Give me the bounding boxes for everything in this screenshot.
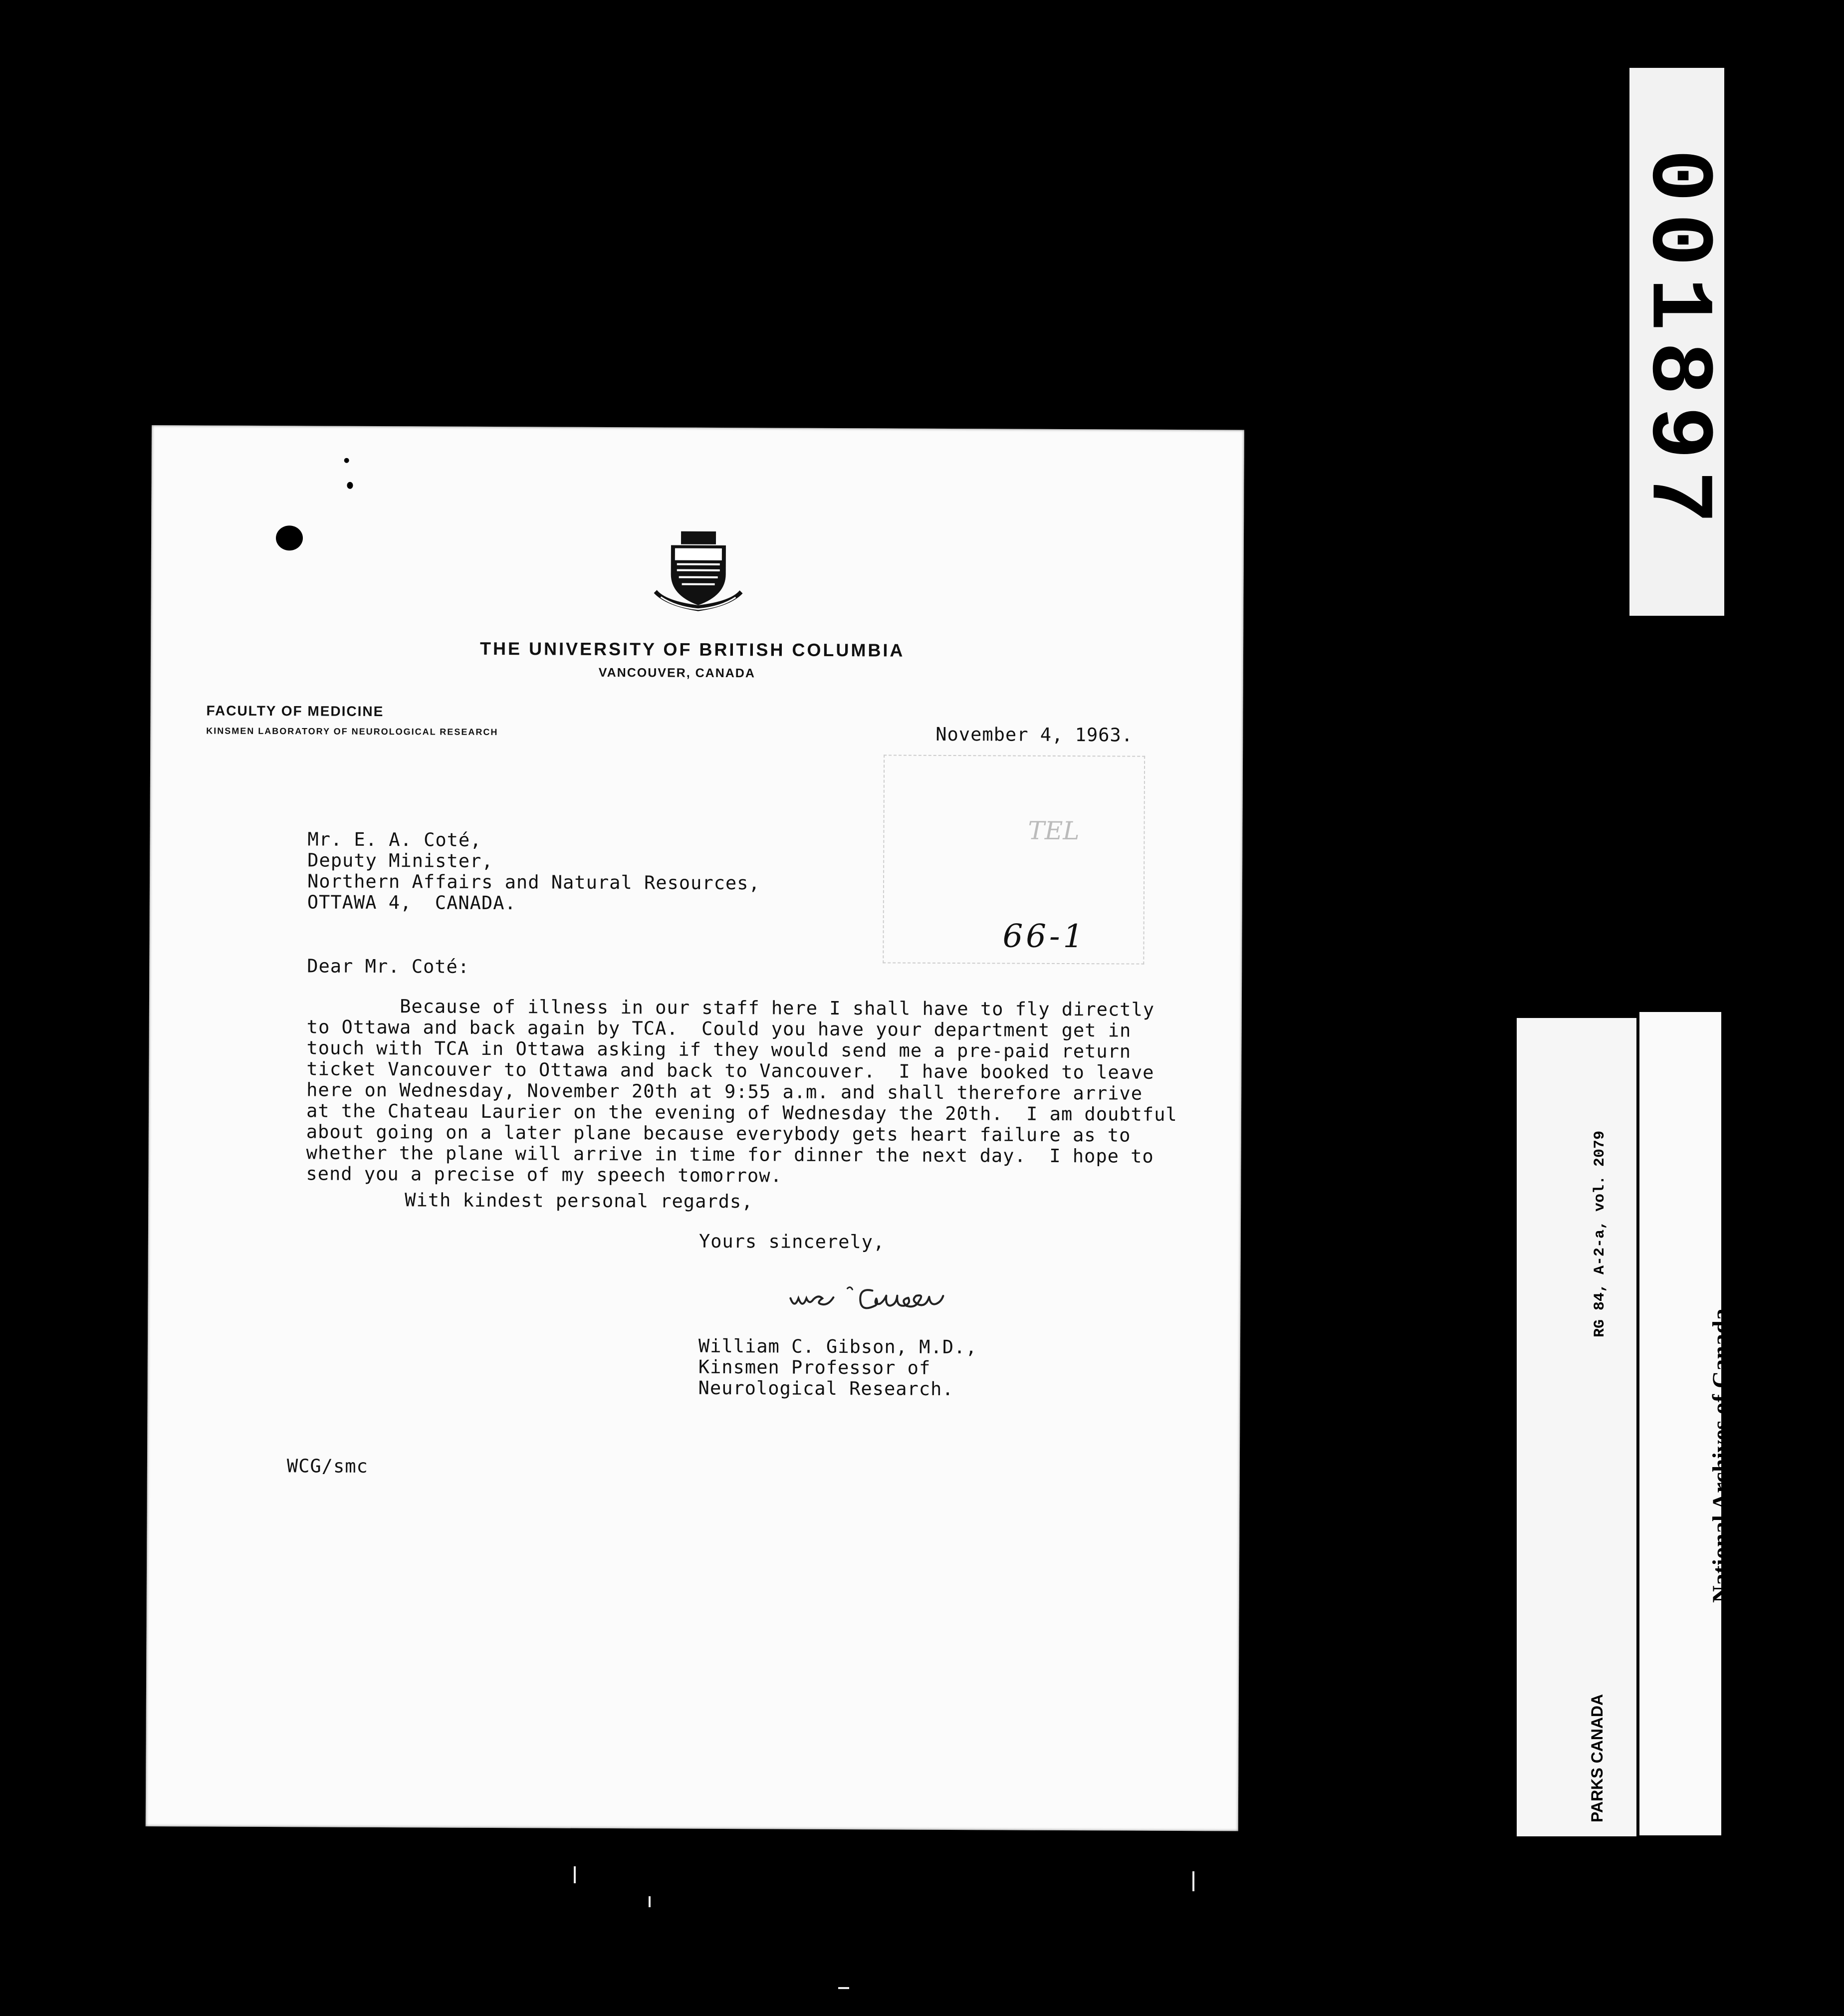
body-line: touch with TCA in Ottawa asking if they would send me a pre-paid return: [306, 1037, 1132, 1062]
signatory-name: William C. Gibson, M.D.,: [698, 1335, 977, 1358]
handwritten-file-number: 66-1: [1002, 918, 1087, 956]
agency-line: PARKS CANADA: [1588, 1694, 1606, 1822]
address-line: Northern Affairs and Natural Resources,: [307, 870, 760, 894]
frame-number: 001897: [1626, 149, 1727, 535]
body-line: to Ottawa and back again by TCA. Could you have your department get in: [306, 1016, 1132, 1041]
address-line: Deputy Minister,: [307, 849, 493, 872]
signature-block: [698, 1336, 977, 1400]
valediction: Yours sincerely,: [698, 1230, 885, 1253]
university-crest-icon: [651, 531, 746, 616]
national-archives-label: [1639, 1012, 1812, 1835]
letter-page: [146, 425, 1244, 1831]
film-speck: [838, 1987, 849, 1989]
body-line: send you a precise of my speech tomorrow.: [306, 1163, 782, 1187]
closing-remark: With kindest personal regards,: [405, 1189, 753, 1213]
body-line: about going on a later plane because everybody gets heart failure as to: [306, 1121, 1131, 1146]
archives-name-english: National Archives of Canada: [1708, 1308, 1734, 1603]
archive-reference-label: [1517, 1018, 1636, 1836]
body-line: Because of illness in our staff here I shall have to fly directly: [306, 995, 1155, 1020]
body-line: at the Chateau Laurier on the evening of Wednesday the 20th. I am doubtful: [306, 1100, 1177, 1125]
body-line: here on Wednesday, November 20th at 9:55 a.m. and shall therefore arrive: [306, 1079, 1143, 1104]
address-line: OTTAWA 4, CANADA.: [307, 891, 516, 914]
ink-speck: [344, 458, 349, 463]
letter-date: November 4, 1963.: [935, 723, 1134, 746]
signatory-title: Neurological Research.: [698, 1377, 954, 1400]
recipient-address: [307, 829, 760, 915]
archives-name: [1656, 1284, 1844, 1603]
reference-line: RG 84, A-2-a, vol. 2079: [1592, 1130, 1609, 1337]
address-line: Mr. E. A. Coté,: [307, 828, 482, 851]
handwritten-signature: [787, 1278, 1007, 1324]
letter-body: [306, 996, 1177, 1188]
body-line: whether the plane will arrive in time for dinner the next day. I hope to: [306, 1142, 1154, 1167]
institution-name: THE UNIVERSITY OF BRITISH COLUMBIA: [479, 638, 905, 661]
ink-speck: [347, 482, 353, 489]
salutation: Dear Mr. Coté:: [307, 955, 470, 978]
film-speck: [574, 1866, 576, 1883]
signatory-title: Kinsmen Professor of: [698, 1356, 931, 1379]
film-speck: [1192, 1871, 1194, 1891]
institution-city: VANCOUVER, CANADA: [598, 665, 756, 681]
faculty-name: FACULTY OF MEDICINE: [206, 703, 384, 720]
body-line: ticket Vancouver to Ottawa and back to Vancouver. I have booked to leave: [306, 1058, 1154, 1083]
frame-number-strip: [1626, 68, 1727, 616]
punch-hole: [276, 525, 303, 550]
laboratory-name: KINSMEN LABORATORY OF NEUROLOGICAL RESEARCH: [206, 726, 498, 738]
faint-stamp-text: TEL: [1028, 816, 1080, 846]
film-speck: [649, 1896, 651, 1907]
archives-name-french: Archives nationales du Canada: [1786, 1284, 1812, 1603]
reference-initials: WCG/smc: [286, 1455, 368, 1477]
